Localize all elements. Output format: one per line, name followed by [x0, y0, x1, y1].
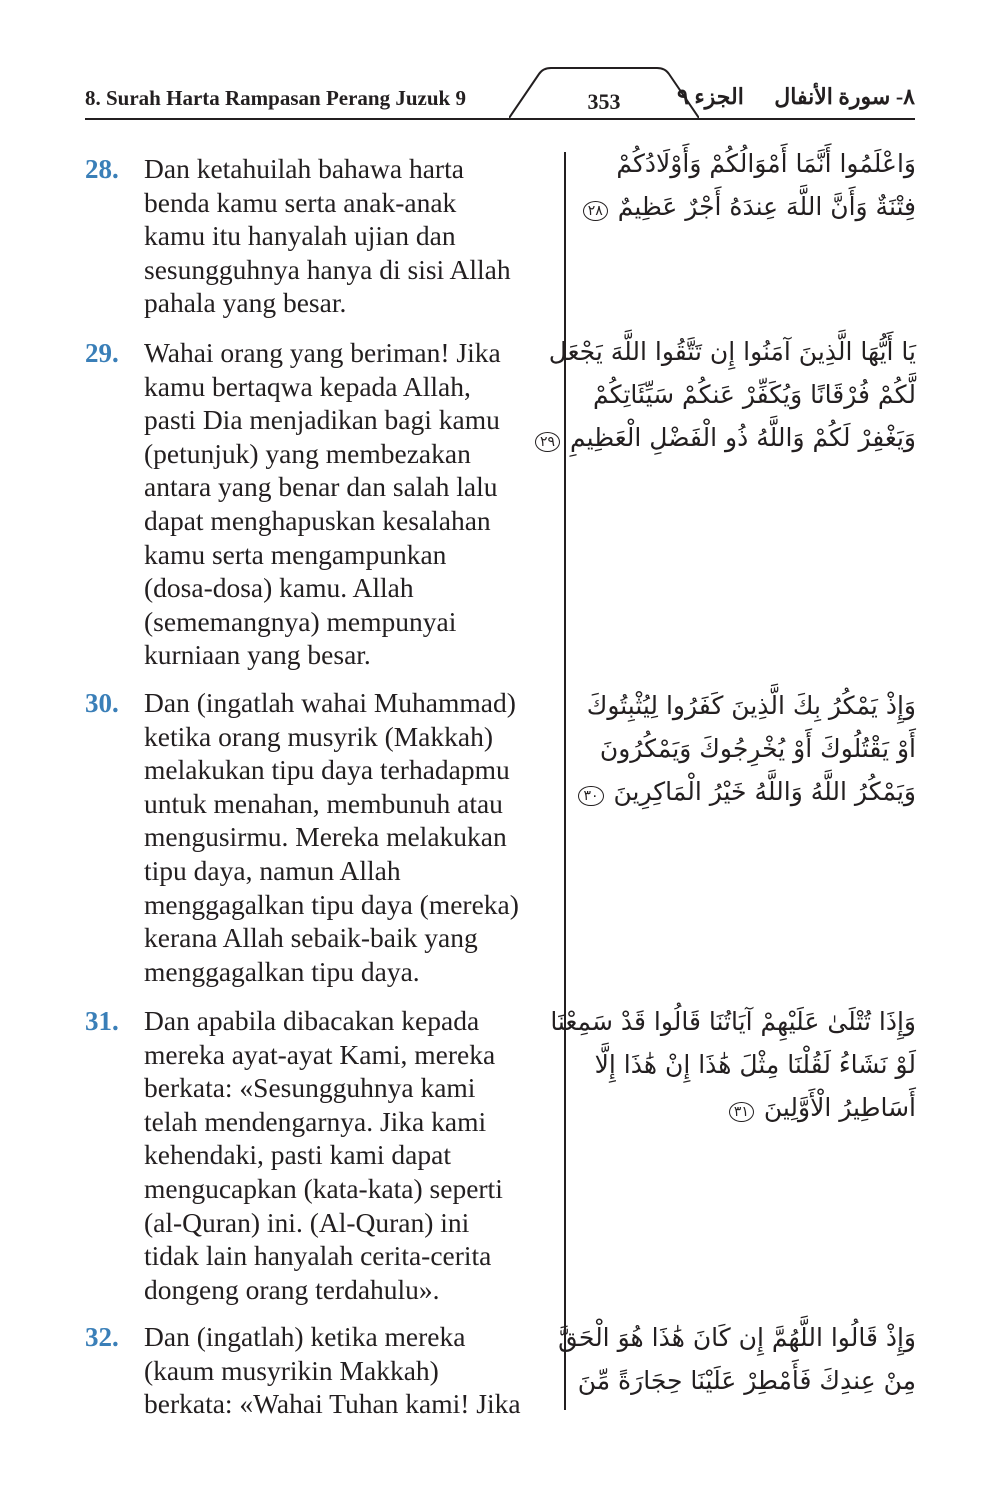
translation-line: Dan (ingatlah wahai Muhammad)	[144, 687, 516, 718]
surah-title-latin: 8. Surah Harta Rampasan Perang Juzuk 9	[85, 86, 466, 110]
verse-30-arabic	[583, 684, 916, 813]
arabic-line-text: أَسَاطِيرُ الْأَوَّلِينَ	[763, 1093, 916, 1122]
verse-translation	[144, 1320, 562, 1421]
page-header	[85, 60, 915, 120]
verse-32-arabic	[558, 1316, 916, 1402]
translation-line: (dosa-dosa) kamu. Allah	[144, 572, 414, 604]
translation-line: dongeng orang terdahulu».	[144, 1273, 440, 1305]
verse-translation	[144, 336, 562, 672]
translation-line: pasti Dia menjadikan bagi kamu	[144, 404, 500, 436]
translation-line: Dan ketahuilah bahawa harta	[144, 153, 464, 184]
arabic-line: وَإِذْ يَمْكُرُ بِكَ الَّذِينَ كَفَرُوا لِيُثْبِتُوكَ	[586, 691, 916, 720]
arabic-line: لَّكُمْ فُرْقَانًا وَيُكَفِّرْ عَنكُمْ سَيِّئَاتِكُمْ	[593, 380, 916, 409]
surah-title-arabic: ٨- سورة الأنفال	[774, 84, 915, 109]
arabic-line	[583, 770, 916, 813]
verse-translation	[144, 1004, 562, 1306]
translation-line: pahala yang besar.	[144, 287, 347, 319]
translation-line: tidak lain hanyalah cerita-cerita	[144, 1240, 492, 1272]
arabic-line: وَاعْلَمُوا أَنَّمَا أَمْوَالُكُمْ وَأَوْلَادُكُمْ	[616, 149, 916, 178]
translation-line: mengusirmu. Mereka melakukan	[144, 821, 507, 853]
translation-line: kamu bertaqwa kepada Allah,	[144, 370, 471, 402]
translation-line: (al-Quran) ini. (Al-Quran) ini	[144, 1206, 470, 1238]
arabic-line-text: فِتْنَةٌ وَأَنَّ اللَّهَ عِندَهُ أَجْرٌ عَظِيمٌ	[617, 192, 916, 221]
translation-line: mereka ayat-ayat Kami, mereka	[144, 1038, 496, 1070]
verse-28-arabic	[588, 142, 916, 228]
translation-line: (petunjuk) yang membezakan	[144, 437, 471, 469]
page-number: 353	[587, 89, 621, 114]
translation-line: berkata: «Wahai Tuhan kami! Jika	[144, 1388, 521, 1420]
translation-line: kamu itu hanyalah ujian dan	[144, 220, 456, 252]
translation-line: Dan (ingatlah) ketika mereka	[144, 1321, 466, 1352]
ayah-end-marker: ٢٨	[583, 201, 608, 221]
verse-translation	[144, 686, 562, 988]
arabic-line: أَوْ يَقْتُلُوكَ أَوْ يُخْرِجُوكَ وَيَمْكُرُونَ	[599, 734, 916, 763]
verse-translation	[144, 152, 562, 320]
ayah-end-marker: ٢٩	[535, 432, 560, 452]
translation-line: tipu daya, namun Allah	[144, 854, 401, 886]
arabic-line	[588, 1086, 916, 1129]
header-rule	[85, 118, 915, 120]
translation-line: kehendaki, pasti kami dapat	[144, 1139, 451, 1171]
translation-line: dapat menghapuskan kesalahan	[144, 504, 491, 536]
translation-line: benda kamu serta anak-anak	[144, 186, 457, 218]
translation-line: Dan apabila dibacakan kepada	[144, 1005, 480, 1036]
verse-number: 29.	[85, 338, 119, 368]
arabic-line: وَإِذَا تُتْلَىٰ عَلَيْهِمْ آيَاتُنَا قَالُوا قَدْ سَمِعْنَا	[550, 1007, 916, 1036]
verse-31-arabic	[550, 1000, 916, 1129]
arabic-line: يَا أَيُّهَا الَّذِينَ آمَنُوا إِن تَتَّقُوا اللَّهَ يَجْعَل	[548, 337, 916, 366]
verse-number: 30.	[85, 688, 119, 718]
translation-line: melakukan tipu daya terhadapmu	[144, 754, 510, 786]
juz-arabic: الجزء ٩	[677, 84, 744, 109]
ayah-end-marker: ٣٠	[578, 786, 603, 806]
arabic-line-text: وَيَغْفِرْ لَكُمْ وَاللَّهُ ذُو الْفَضْلِ الْعَظِيمِ	[570, 423, 916, 452]
arabic-line: مِنْ عِندِكَ فَأَمْطِرْ عَلَيْنَا حِجَارَةً مِّنَ	[577, 1366, 916, 1395]
translation-line: Wahai orang yang beriman! Jika	[144, 337, 501, 368]
ayah-end-marker: ٣١	[729, 1102, 754, 1122]
arabic-line-text: وَيَمْكُرُ اللَّهُ وَاللَّهُ خَيْرُ الْمَاكِرِينَ	[613, 777, 916, 806]
translation-line: (kaum musyrikin Makkah)	[144, 1354, 439, 1386]
translation-line: mengucapkan (kata-kata) seperti	[144, 1172, 503, 1204]
translation-line: kamu serta mengampunkan	[144, 538, 447, 570]
verse-number: 31.	[85, 1006, 119, 1036]
translation-line: berkata: «Sesungguhnya kami	[144, 1072, 476, 1104]
translation-line: menggagalkan tipu daya (mereka)	[144, 888, 519, 920]
arabic-line	[588, 185, 916, 228]
translation-line: telah mendengarnya. Jika kami	[144, 1105, 487, 1137]
translation-line: ketika orang musyrik (Makkah)	[144, 720, 494, 752]
arabic-line: لَوْ نَشَاءُ لَقُلْنَا مِثْلَ هَٰذَا إِنْ هَٰذَا إِلَّا	[594, 1050, 916, 1079]
translation-line: sesungguhnya hanya di sisi Allah	[144, 253, 511, 285]
verse-number: 28.	[85, 154, 119, 184]
translation-line: kurniaan yang besar.	[144, 639, 371, 671]
arabic-line	[540, 416, 916, 459]
translation-line: antara yang benar dan salah lalu	[144, 471, 498, 503]
translation-line: (sememangnya) mempunyai	[144, 605, 457, 637]
translation-line: menggagalkan tipu daya.	[144, 955, 420, 987]
arabic-line: وَإِذْ قَالُوا اللَّهُمَّ إِن كَانَ هَٰذَا هُوَ الْحَقَّ	[558, 1323, 916, 1352]
translation-line: kerana Allah sebaik-baik yang	[144, 922, 478, 954]
verse-number: 32.	[85, 1322, 119, 1352]
verse-29-arabic	[540, 330, 916, 459]
translation-line: untuk menahan, membunuh atau	[144, 787, 503, 819]
